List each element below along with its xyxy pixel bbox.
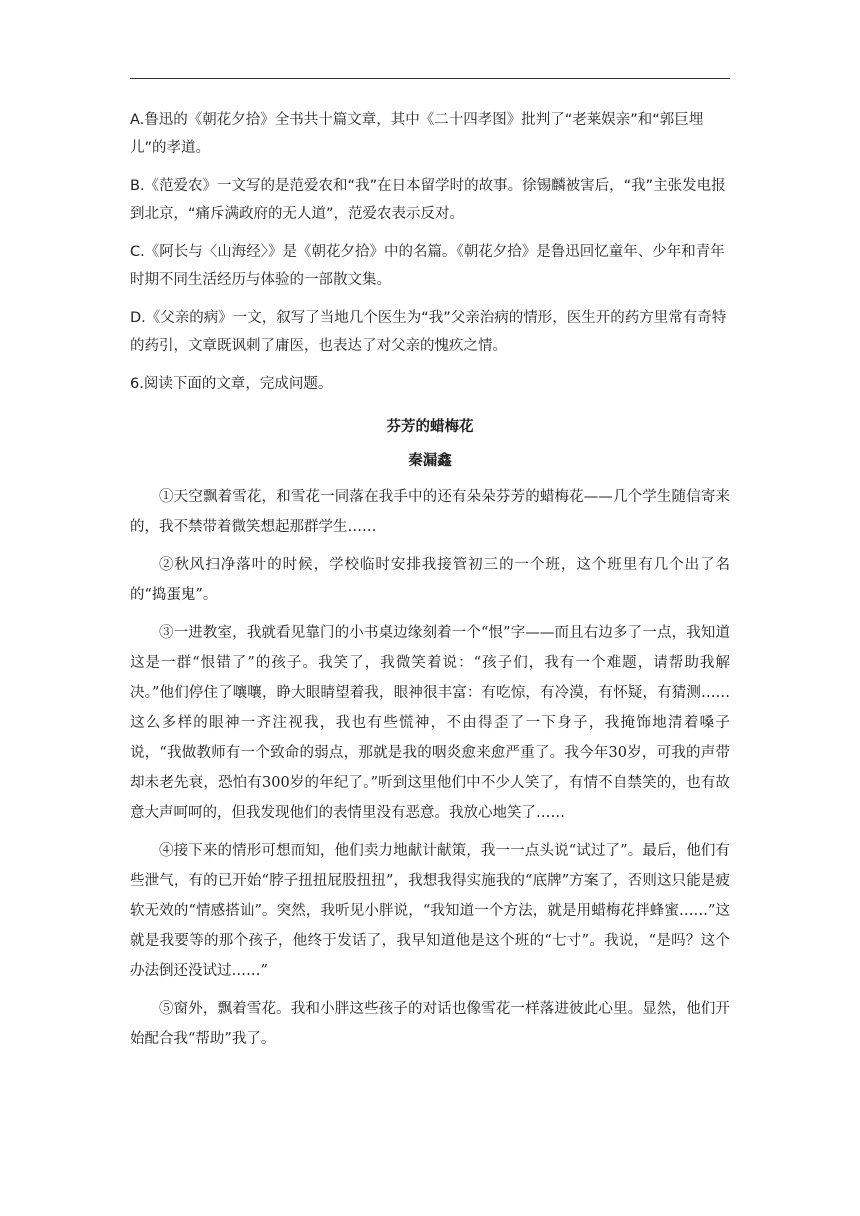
article-paragraph: ①天空飘着雪花，和雪花一同落在我手中的还有朵朵芬芳的蜡梅花——几个学生随信寄来的，我不禁带着微笑想起那群学生…… <box>130 489 730 535</box>
article-paragraph: ⑤窗外，飘着雪花。我和小胖这些孩子的对话也像雪花一样落进彼此心里。显然，他们开始配合我“帮助”我了。 <box>130 1001 730 1047</box>
option-a: A.鲁迅的《朝花夕拾》全书共十篇文章，其中《二十四孝图》批判了“老莱娱亲”和“郭巨埋儿”的孝道。 <box>130 112 704 156</box>
question-6-prompt: 6.阅读下面的文章，完成问题。 <box>130 376 333 392</box>
header-rule <box>130 78 730 79</box>
article-paragraph: ③一进教室，我就看见靠门的小书桌边缘刻着一个“恨”字——而且右边多了一点，我知道这是一群“恨错了”的孩子。我笑了，我微笑着说：“孩子们，我有一个难题，请帮助我解决。”他们停住了嚷嚷，睁大眼睛望着我，眼神很丰富：有吃惊，有冷漠，有怀疑，有猜测……这么多样的眼神一齐注视我，我也有些慌神，不由得歪了一下身子，我掩饰地清着嗓子说，“我做教师有一个致命的弱点，那就是我的咽炎愈来愈严重了。我今年30岁，可我的声带却未老先衰，恐怕有300岁的年纪了。”听到这里他们中不少人笑了，有情不自禁笑的，也有故意大声呵呵的，但我发现他们的表情里没有恶意。我放心地笑了…… <box>130 625 730 821</box>
document-page <box>130 106 730 1054</box>
option-d: D.《父亲的病》一文，叙写了当地几个医生为“我”父亲治病的情形，医生开的药方里常有奇特的药引，文章既讽刺了庸医，也表达了对父亲的愧疚之情。 <box>130 310 727 354</box>
option-c: C.《阿长与〈山海经〉》是《朝花夕拾》中的名篇。《朝花夕拾》是鲁迅回忆童年、少年和青年时期不同生活经历与体验的一部散文集。 <box>130 244 725 288</box>
article-paragraph: ④接下来的情形可想而知，他们卖力地献计献策，我一一点头说“试过了”。最后，他们有些泄气，有的已开始“脖子扭扭屁股扭扭”，我想我得实施我的“底牌”方案了，否则这只能是疲软无效的“情感搭讪”。突然，我听见小胖说，“我知道一个方法，就是用蜡梅花拌蜂蜜……”这就是我要等的那个孩子，他终于发话了，我早知道他是这个班的“七寸”。我说，“是吗？这个办法倒还没试过……” <box>130 843 730 979</box>
article-body <box>130 482 730 1054</box>
article-paragraph: ②秋风扫净落叶的时候，学校临时安排我接管初三的一个班，这个班里有几个出了名的“捣蛋鬼”。 <box>130 557 730 603</box>
option-b: B.《范爱农》一文写的是范爱农和“我”在日本留学时的故事。徐锡麟被害后，“我”主张发电报到北京，“痛斥满政府的无人道”，范爱农表示反对。 <box>130 178 726 222</box>
article-title: 芬芳的蜡梅花 <box>386 418 474 435</box>
article-author: 秦漏鑫 <box>408 452 452 469</box>
question-options <box>130 106 730 360</box>
